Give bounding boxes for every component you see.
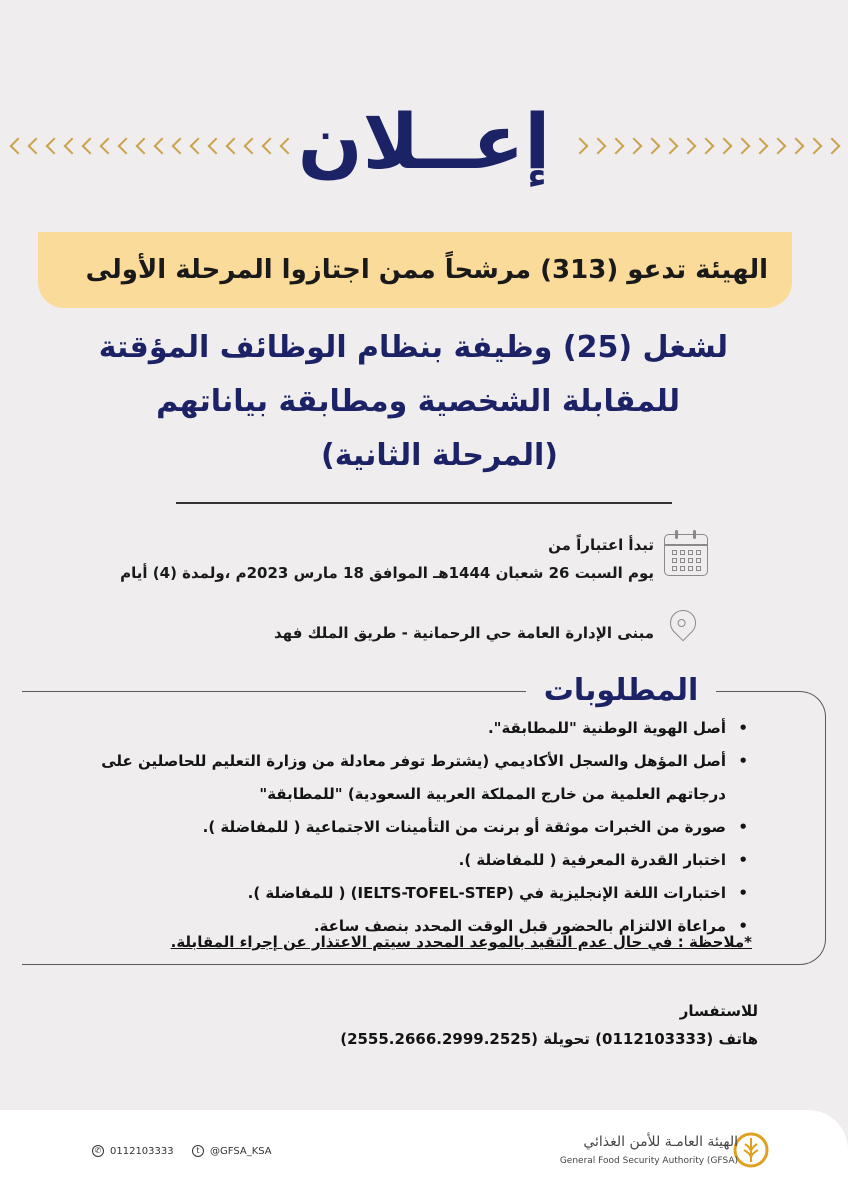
- location-text: مبنى الإدارة العامة حي الرحمانية - طريق الملك فهد: [274, 624, 654, 642]
- section-divider: [176, 502, 672, 504]
- requirement-item: • مراعاة الالتزام بالحضور قبل الوقت المحدد بنصف ساعة.: [36, 910, 726, 943]
- requirements-list: [36, 712, 748, 943]
- footer-twitter[interactable]: [192, 1145, 272, 1157]
- requirement-item: • صورة من الخبرات موثقة أو برنت من التأمينات الاجتماعية ( للمفاضلة ).: [36, 811, 726, 844]
- schedule-label: تبدأ اعتباراً من: [548, 536, 654, 554]
- requirement-item: • أصل المؤهل والسجل الأكاديمي (يشترط توفر معادلة من وزارة التعليم للحاصلين على درجاتهم العلمية من خارج المملكة العربية السعودية) "للمطابقة": [36, 745, 726, 811]
- requirements-title: المطلوبات: [543, 673, 699, 708]
- page-title: إعــلان: [297, 97, 551, 186]
- org-name-english: General Food Security Authority (GFSA): [559, 1156, 738, 1166]
- contact-label: للاستفسار: [679, 1002, 758, 1020]
- calendar-icon: [664, 534, 708, 576]
- subheading-line2: للمقابلة الشخصية ومطابقة بياناتهم: [156, 384, 680, 419]
- subheading-line1: لشغل (25) وظيفة بنظام الوظائف المؤقتة: [98, 330, 728, 365]
- footer-phone-text: 0112103333: [110, 1145, 174, 1157]
- location-pin-icon: [665, 605, 702, 642]
- requirement-item: • اختبار القدرة المعرفية ( للمفاضلة ).: [36, 844, 726, 877]
- org-name-arabic: الهيئة العامـة للأمن الغذائي: [583, 1134, 738, 1150]
- phone-icon: ✆: [92, 1145, 104, 1157]
- requirements-note: *ملاحظة : في حال عدم التقيد بالموعد المحدد سيتم الاعتذار عن إجراء المقابلة.: [170, 933, 752, 951]
- subheading-line3: (المرحلة الثانية): [320, 438, 558, 473]
- banner-text: الهيئة تدعو (313) مرشحاً ممن اجتازوا المرحلة الأولى: [85, 255, 768, 285]
- requirement-item: • اختبارات اللغة الإنجليزية في (IELTS-TOFEL-STEP) ( للمفاضلة ).: [36, 877, 726, 910]
- schedule-date: يوم السبت 26 شعبان 1444هـ الموافق 18 مارس 2023م ،ولمدة (4) أيام: [120, 564, 654, 582]
- requirement-item: • أصل الهوية الوطنية "للمطابقة".: [36, 712, 726, 745]
- contact-phone: هاتف (0112103333) تحويلة (2555.2666.2999.2525): [340, 1030, 758, 1048]
- footer-twitter-text: @GFSA_KSA: [210, 1145, 272, 1157]
- footer-phone[interactable]: [92, 1145, 174, 1157]
- twitter-icon: t: [192, 1145, 204, 1157]
